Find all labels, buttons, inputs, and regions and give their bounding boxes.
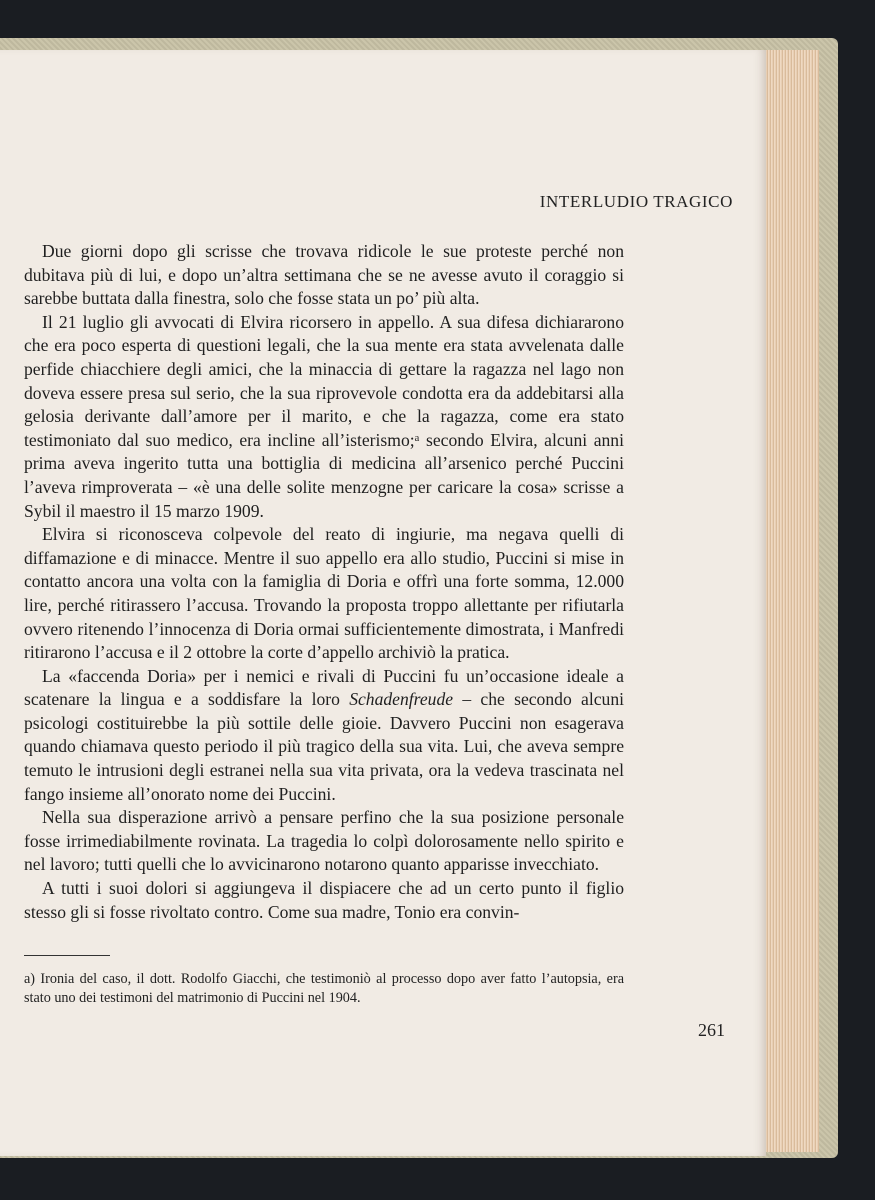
paragraph-4-before: La «faccenda Doria» per i nemici e rivali di Puccini fu un’occasione ideale a scatenare la lingua e a soddisfare la loro <box>24 665 624 710</box>
page-edges <box>762 50 819 1152</box>
footnote-rule <box>24 955 110 956</box>
running-head: INTERLUDIO TRAGICO <box>539 192 733 211</box>
page-number: 261 <box>698 1020 725 1040</box>
paragraph-5: Nella sua disperazione arrivò a pensare perfino che la sua posizione personale fosse irrimediabilmente rovinata. La tragedia lo colpì dolorosamente nello spirito e nel lavoro; tutti quelli che lo avvicinarono notarono quanto apparisse invecchiato. <box>24 807 624 875</box>
body-text <box>24 240 624 924</box>
paragraph-2: Il 21 luglio gli avvocati di Elvira ricorsero in appello. A sua difesa dichiararono che era poco esperta di questioni legali, che la sua mente era stata avvelenata dalle perfide chiacchiere degli amici, che la minaccia di gettare la ragazza nel lago non doveva essere presa sul serio, che la sua riprovevole condotta era da addebitarsi alla gelosia derivante dall’amore per il marito, e che la ragazza, come era stato testimoniato dal suo medico, era incline all’isterismo;ᵃ secondo Elvira, alcuni anni prima aveva ingerito tutta una bottiglia di medicina all’arsenico perché Puccini l’aveva rimproverata – «è una delle solite menzogne per caricare la cosa» scrisse a Sybil il maestro il 15 marzo 1909. <box>24 311 624 521</box>
paragraph-1: Due giorni dopo gli scrisse che trovava ridicole le sue proteste perché non dubitava più di lui, e dopo un’altra settimana che se ne avesse avuto il coraggio si sarebbe buttata dalla finestra, solo che fosse stata un po’ più alta. <box>24 241 624 309</box>
paragraph-4-after: – che secondo alcuni psicologi costituirebbe la più sottile delle gioie. Davvero Puccini non esagerava quando chiamava questo periodo il più tragico della sua vita. Lui, che aveva sempre temuto le intrusioni degli estranei nella sua vita privata, ora la vedeva trascinata nel fango insieme all’onorato nome dei Puccini. <box>24 689 624 804</box>
paragraph-3: Elvira si riconosceva colpevole del reato di ingiurie, ma negava quelli di diffamazione e di minacce. Mentre il suo appello era allo studio, Puccini si mise in contatto ancora una volta con la famiglia di Doria e offrì una forte somma, 12.000 lire, perché ritirassero l’accusa. Trovando la proposta troppo allettante per rifiutarla ovvero ritenendo l’innocenza di Doria ormai sufficientemente dimostrata, i Manfredi ritirarono l’accusa e il 2 ottobre la corte d’appello archiviò la pratica. <box>24 524 624 663</box>
paragraph-4-italic: Schadenfreude <box>349 689 454 710</box>
footnote: a) Ironia del caso, il dott. Rodolfo Giacchi, che testimoniò al processo dopo aver fatto l’autopsia, era stato uno dei testimoni del matrimonio di Puccini nel 1904. <box>24 971 624 1006</box>
paragraph-4 <box>24 665 624 807</box>
paragraph-6: A tutti i suoi dolori si aggiungeva il dispiacere che ad un certo punto il figlio stesso gli si fosse rivoltato contro. Come sua madre, Tonio era convin- <box>24 878 624 922</box>
